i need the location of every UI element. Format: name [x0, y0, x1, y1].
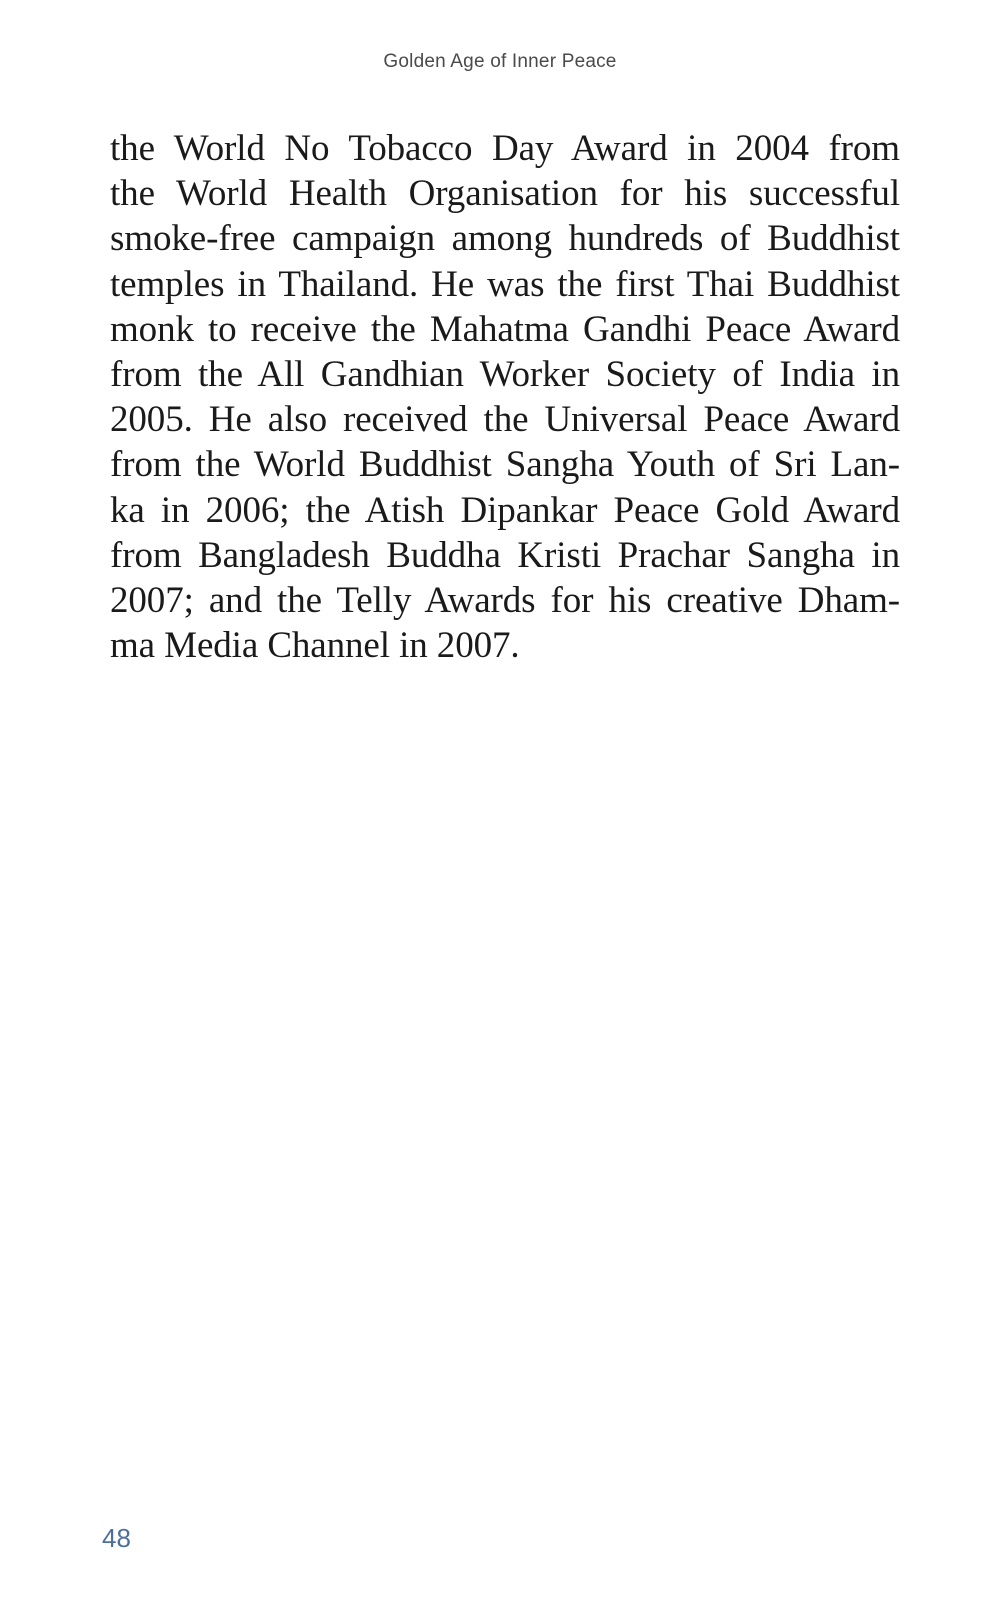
body-paragraph	[110, 126, 900, 668]
paragraph-line: monk to receive the Mahatma Gandhi Peace Award	[110, 308, 900, 350]
page-number: 48	[102, 1523, 131, 1553]
paragraph-line: ma Media Channel in 2007.	[110, 625, 520, 667]
paragraph-line: ka in 2006; the Atish Dipankar Peace Gold Award	[110, 489, 900, 531]
running-header-title: Golden Age of Inner Peace	[383, 51, 617, 72]
paragraph-line: 2007; and the Telly Awards for his creative Dham-	[110, 580, 900, 622]
paragraph-line: from Bangladesh Buddha Kristi Prachar Sangha in	[110, 534, 900, 576]
paragraph-line: smoke-free campaign among hundreds of Buddhist	[110, 218, 900, 260]
paragraph-line: the World No Tobacco Day Award in 2004 from	[110, 128, 900, 169]
paragraph-line: from the World Buddhist Sangha Youth of Sri Lan-	[110, 444, 900, 486]
paragraph-line: the World Health Organisation for his successful	[110, 173, 900, 215]
paragraph-line: 2005. He also received the Universal Peace Award	[110, 399, 900, 441]
paragraph-line: from the All Gandhian Worker Society of India in	[110, 354, 900, 396]
paragraph-line: temples in Thailand. He was the first Thai Buddhist	[110, 263, 900, 305]
